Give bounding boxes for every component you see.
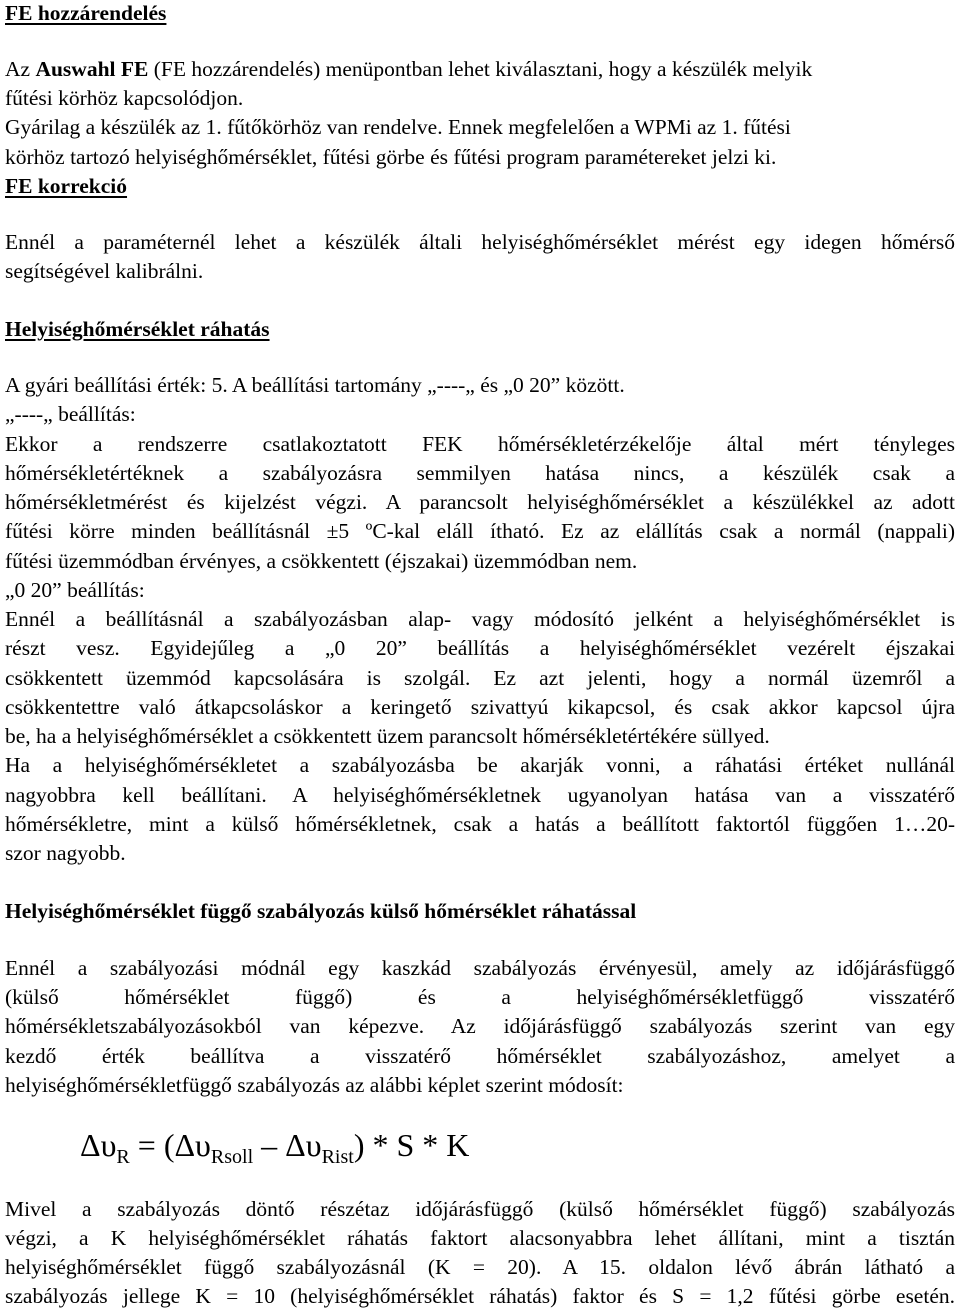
para-correction-line1: Ennél a paraméternél lehet a készülék általi helyiséghőmérséklet mérést egy idegen hőmérső <box>5 230 955 254</box>
formula-tail: ) * S * K <box>353 1127 470 1163</box>
para-auswahl-line1 <box>5 56 955 82</box>
heading-room-effect: Helyiséghőmérséklet ráhatás <box>5 317 270 341</box>
formula-term2: Δυ <box>285 1127 322 1163</box>
room-effect-line: „0 20” beállítás: <box>5 578 145 602</box>
room-effect-line: fűtési körre minden beállításnál ±5 ºC-kal eláll ítható. Ez az elállítás csak a normál (nappali) <box>5 519 955 543</box>
room-effect-line: szor nagyobb. <box>5 841 126 865</box>
room-effect-line: nagyobbra kell beállítani. A helyiséghőmérsékletnek ugyanolyan hatása van a visszatérő <box>5 783 955 807</box>
room-effect-line: be, ha a helyiséghőmérséklet a csökkentett üzem parancsolt hőmérsékletértékére süllyed. <box>5 724 770 748</box>
para-correction-line2: segítségével kalibrálni. <box>5 259 204 283</box>
heading-fe-assignment: FE hozzárendelés <box>5 1 167 25</box>
closing-line: szabályozás jellege K = 10 (helyiséghőmérséklet ráhatás) faktor és S = 1,2 fűtési görbe esetén. <box>5 1284 955 1308</box>
para-auswahl-pre: Az <box>5 57 36 81</box>
room-effect-line: Ekkor a rendszerre csatlakoztatott FEK hőmérsékletérzékelője által mért tényleges <box>5 432 955 456</box>
cascade-line: Ennél a szabályozási módnál egy kaszkád szabályozás érvényesül, amely az időjárásfüggő <box>5 956 955 980</box>
formula-eq: = ( <box>129 1127 175 1163</box>
formula-term1: Δυ <box>174 1127 211 1163</box>
closing-line: végzi, a K helyiséghőmérséklet ráhatás faktort alacsonyabbra lehet állítani, mint a tisztán <box>5 1226 955 1250</box>
heading-fe-correction: FE korrekció <box>5 174 128 198</box>
room-effect-line: hőmérsékletmérést és kijelzést végzi. A parancsolt helyiséghőmérséklet a készülékkel az adott <box>5 490 955 514</box>
cascade-line: (külső hőmérséklet függő) és a helyiséghőmérsékletfüggő visszatérő <box>5 985 955 1009</box>
room-effect-line: fűtési üzemmódban érvényes, a csökkentett (éjszakai) üzemmódban nem. <box>5 549 638 573</box>
closing-line: helyiséghőmérséklet függő szabályozásnál (K = 20). A 15. oldalon lévő ábrán látható a <box>5 1255 955 1279</box>
menu-item-name: Auswahl FE <box>35 57 149 81</box>
cascade-line: kezdő érték beállítva a visszatérő hőmérséklet szabályozáshoz, amelyet a <box>5 1044 955 1068</box>
para-factory-line2: körhöz tartozó helyiséghőmérséklet, fűtési görbe és fűtési program paramétereket jelzi ki. <box>5 145 777 169</box>
formula-term2-sub: Rist <box>321 1146 354 1168</box>
para-auswahl-post: (FE hozzárendelés) menüpontban lehet kiválasztani, hogy a készülék melyik <box>148 57 813 81</box>
cascade-line: hőmérsékletszabályozásokból van képezve. Az időjárásfüggő szabályozás szerint van egy <box>5 1014 955 1038</box>
room-effect-line: A gyári beállítási érték: 5. A beállítási tartomány „----„ és „0 20” között. <box>5 373 625 397</box>
para-factory-line1: Gyárilag a készülék az 1. fűtőkörhöz van rendelve. Ennek megfelelően a WPMi az 1. fűtési <box>5 115 791 139</box>
closing-line: Mivel a szabályozás döntő részétaz időjárásfüggő (külső hőmérséklet függő) szabályozás <box>5 1197 955 1221</box>
room-effect-line: Ha a helyiséghőmérsékletet a szabályozásba be akarják vonni, a ráhatási értéket nullánál <box>5 753 955 777</box>
room-effect-line: hőmérsékletértéknek a szabályozásra semmilyen hatása nincs, a készülék csak a <box>5 461 955 485</box>
cascade-line: helyiséghőmérsékletfüggő szabályozás az alábbi képlet szerint módosít: <box>5 1073 624 1097</box>
room-effect-line: csökkentettre való átkapcsoláskor a keringető szivattyú kikapcsol, és csak akkor kapcsol újra <box>5 695 955 719</box>
para-auswahl-line2: fűtési körhöz kapcsolódjon. <box>5 86 244 110</box>
formula-term1-sub: Rsoll <box>210 1146 254 1168</box>
formula-minus: – <box>253 1127 286 1163</box>
room-effect-line: hőmérsékletre, mint a külső hőmérsékletnek, csak a hatás a beállított faktortól függően 1…20- <box>5 812 955 836</box>
formula-lhs: Δυ <box>80 1127 117 1163</box>
formula-lhs-sub: R <box>116 1146 130 1168</box>
control-formula <box>80 1125 469 1177</box>
room-effect-line: „----„ beállítás: <box>5 402 136 426</box>
room-effect-line: Ennél a beállításnál a szabályozásban alap- vagy módosító jelként a helyiséghőmérséklet is <box>5 607 955 631</box>
room-effect-line: csökkentett üzemmód kapcsolására is szolgál. Ez azt jelenti, hogy a normál üzemről a <box>5 666 955 690</box>
heading-cascade: Helyiséghőmérséklet függő szabályozás külső hőmérséklet ráhatással <box>5 899 637 923</box>
room-effect-line: részt vesz. Egyidejűleg a „0 20” beállítás a helyiséghőmérséklet vezérelt éjszakai <box>5 636 955 660</box>
